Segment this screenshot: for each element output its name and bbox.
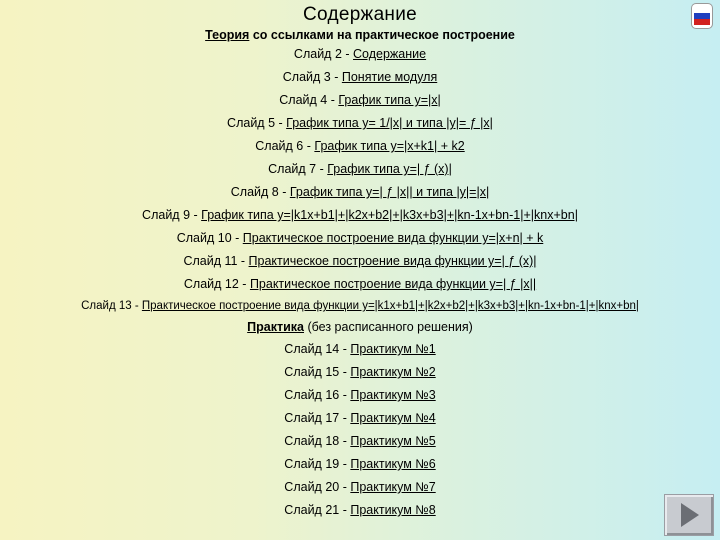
slide-label: Слайд 9 - (142, 208, 202, 222)
practice-row (0, 365, 720, 379)
slide-link[interactable]: Содержание (353, 47, 427, 61)
practice-slide-link[interactable]: Практикум №2 (350, 365, 436, 379)
slide-row (0, 254, 720, 268)
russian-flag-icon[interactable] (692, 4, 712, 28)
slide-link[interactable]: Практическое построение вида функции y=|k1x+b1|+|k2x+b2|+|k3x+b3|+|kn-1x+bn-1|+|knx+bn| (141, 300, 639, 312)
slide-link[interactable]: График типа y=|x+k1| + k2 (314, 139, 465, 153)
slide-row (0, 208, 720, 222)
theory-rest: со ссылками на практическое построение (249, 28, 515, 42)
slide-row (0, 231, 720, 245)
practice-label: Слайд 16 - (284, 388, 351, 402)
slide-label: Слайд 4 - (279, 93, 339, 107)
slide-row (0, 300, 720, 312)
practice-slide-link[interactable]: Практикум №5 (350, 434, 436, 448)
slide-row (0, 70, 720, 84)
slide-row (0, 116, 720, 130)
practice-label: Слайд 17 - (284, 411, 351, 425)
slide-link[interactable]: График типа y=| ƒ (x)| (327, 162, 452, 176)
slide-link[interactable]: График типа y=|x| (338, 93, 441, 107)
practice-slide-link[interactable]: Практикум №3 (350, 388, 436, 402)
slide-row (0, 47, 720, 61)
slide-link[interactable]: Понятие модуля (341, 70, 438, 84)
slide-link[interactable]: График типа y=|k1x+b1|+|k2x+b2|+|k3x+b3|+|kn-1x+bn-1|+|knx+bn| (201, 208, 578, 222)
theory-heading (0, 28, 720, 42)
practice-label: Слайд 15 - (284, 365, 351, 379)
practice-slide-link[interactable]: Практикум №4 (350, 411, 436, 425)
slide-label: Слайд 10 - (176, 231, 243, 245)
practice-label: Слайд 19 - (284, 457, 351, 471)
practice-row (0, 434, 720, 448)
practice-row (0, 411, 720, 425)
slide-row (0, 162, 720, 176)
slide-row (0, 93, 720, 107)
next-slide-button[interactable] (664, 494, 714, 536)
theory-link[interactable]: Теория (205, 28, 250, 42)
practice-row (0, 342, 720, 356)
practice-row (0, 503, 720, 517)
slide-link[interactable]: График типа y=| ƒ |x|| и типа |y|=|x| (289, 185, 490, 199)
slide-label: Слайд 5 - (227, 116, 287, 130)
slide-label: Слайд 13 - (81, 300, 142, 312)
slide-row (0, 139, 720, 153)
practice-row (0, 388, 720, 402)
slide-row (0, 277, 720, 291)
play-arrow-icon (681, 503, 699, 527)
slide-label: Слайд 8 - (230, 185, 290, 199)
practice-label: Слайд 14 - (284, 342, 351, 356)
practice-slide-link[interactable]: Практикум №7 (350, 480, 436, 494)
slide-row (0, 185, 720, 199)
slide-link[interactable]: Практическое построение вида функции y=| ƒ (x)| (248, 254, 537, 268)
practice-label: Слайд 20 - (284, 480, 351, 494)
slide-label: Слайд 3 - (282, 70, 342, 84)
slide-link[interactable]: Практическое построение вида функции y=|x+n| + k (242, 231, 544, 245)
page-title: Содержание (302, 4, 418, 25)
practice-link[interactable]: Практика (247, 320, 305, 334)
practice-heading (0, 320, 720, 334)
slide-link[interactable]: Практическое построение вида функции y=| ƒ |x|| (249, 277, 537, 291)
slide-label: Слайд 11 - (183, 254, 249, 268)
practice-row (0, 457, 720, 471)
practice-note: (без расписанного решения) (304, 320, 473, 334)
practice-row (0, 480, 720, 494)
slide-label: Слайд 6 - (255, 139, 315, 153)
practice-slide-link[interactable]: Практикум №6 (350, 457, 436, 471)
slide-label: Слайд 2 - (293, 47, 354, 61)
practice-slide-link[interactable]: Практикум №1 (350, 342, 436, 356)
practice-label: Слайд 18 - (284, 434, 351, 448)
slide-label: Слайд 12 - (183, 277, 250, 291)
practice-label: Слайд 21 - (284, 503, 351, 517)
practice-slide-link[interactable]: Практикум №8 (350, 503, 436, 517)
slide-label: Слайд 7 - (268, 162, 328, 176)
slide-link[interactable]: График типа y= 1/|x| и типа |y|= ƒ |x| (286, 116, 493, 130)
